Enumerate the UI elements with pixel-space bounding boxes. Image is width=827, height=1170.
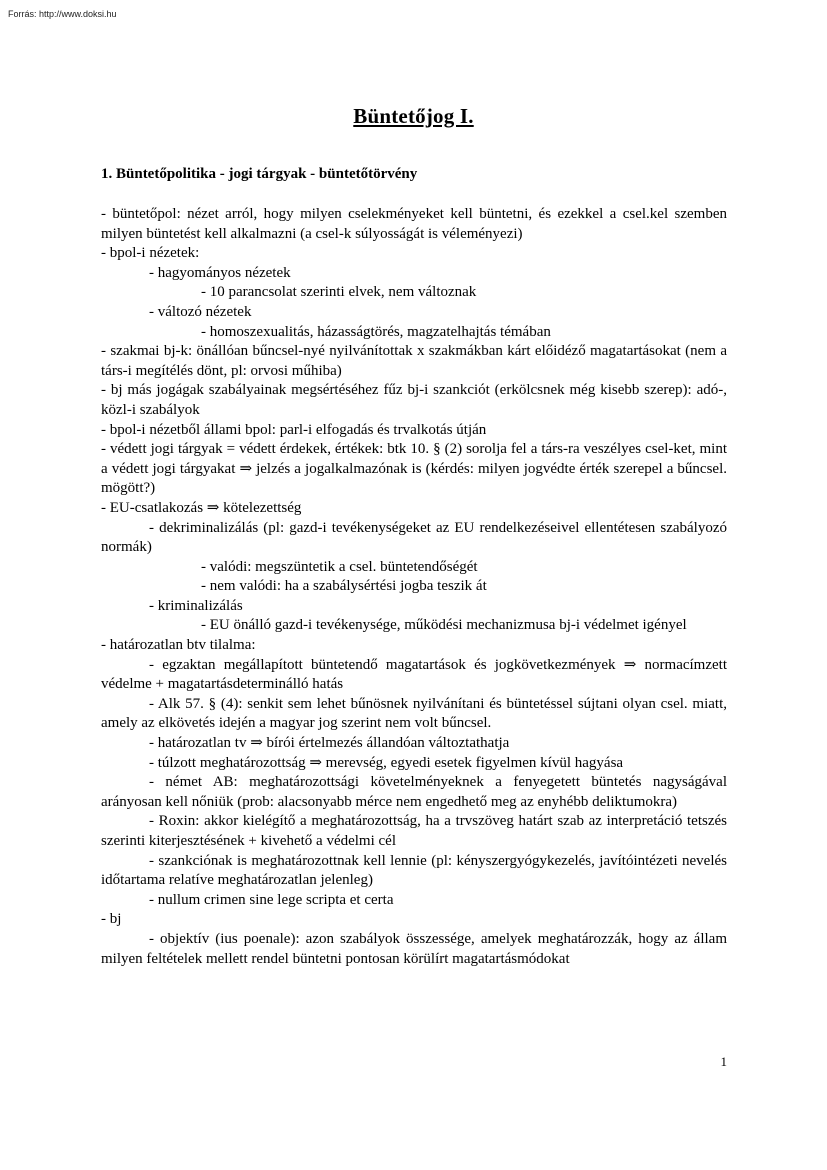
- paragraph: - bpol-i nézetből állami bpol: parl-i elfogadás és trvalkotás útján: [101, 421, 487, 438]
- paragraph: - bj más jogágak szabályainak megsértéséhez fűz bj-i szankciót (erkölcsnek még kisebb szerep): adó-, közl-i szabályok: [101, 382, 727, 418]
- document-title: Büntetőjog I.: [353, 104, 474, 128]
- paragraph: - valódi: megszüntetik a csel. büntetendőségét: [201, 558, 478, 575]
- paragraph: - szankciónak is meghatározottnak kell lennie (pl: kényszergyógykezelés, javítóintézeti nevelés időtartama relatíve meghatározatlan jelenleg): [101, 852, 727, 889]
- paragraph: - büntetőpol: nézet arról, hogy milyen cselekményeket kell büntetni, és ezekkel a csel.kel szemben milyen büntetést kell alkalmazni (a csel-k súlyosságát is véleményezi): [101, 206, 727, 242]
- paragraph: - változó nézetek: [149, 303, 252, 320]
- paragraph: - EU önálló gazd-i tevékenysége, működési mechanizmusa bj-i védelmet igényel: [201, 617, 687, 634]
- paragraph: - védett jogi tárgyak = védett érdekek, értékek: btk 10. § (2) sorolja fel a társ-ra veszélyes csel-ket, mint a védett jogi tárgyakat ⇒ jelzés a jogalkalmazónak is (kérdés: milyen jogvédte érték szerepel a bűncsel. mögött?): [101, 441, 727, 497]
- paragraph: - EU-csatlakozás ⇒ kötelezettség: [101, 499, 302, 516]
- document-body: [101, 205, 727, 969]
- paragraph: - bpol-i nézetek:: [101, 245, 200, 262]
- section-heading: 1. Büntetőpolitika - jogi tárgyak - büntetőtörvény: [101, 166, 418, 182]
- paragraph: - homoszexualitás, házasságtörés, magzatelhajtás témában: [201, 323, 551, 340]
- paragraph: - német AB: meghatározottsági követelményeknek a fenyegetett büntetés nagyságával arányosan kell nőniük (prob: alacsonyabb mérce nem engedhető meg az enyhébb deliktumokra): [101, 774, 727, 810]
- paragraph: - határozatlan tv ⇒ bírói értelmezés állandóan változtathatja: [149, 735, 510, 752]
- page-number: 1: [720, 1054, 727, 1069]
- paragraph: - Roxin: akkor kielégítő a meghatározottság, ha a trvszöveg határt szab az interpretáció tetszés szerinti kiterjesztésének + kivehető a védelmi cél: [101, 813, 727, 849]
- paragraph: - nullum crimen sine lege scripta et certa: [149, 891, 394, 908]
- paragraph: - Alk 57. § (4): senkit sem lehet bűnösnek nyilvánítani és büntetéssel sújtani olyan csel. miatt, amely az elkövetés idején a magyar jog szerint nem volt bűncsel.: [101, 695, 727, 732]
- paragraph: - túlzott meghatározottság ⇒ merevség, egyedi esetek figyelmen kívül hagyása: [149, 754, 624, 771]
- paragraph: - 10 parancsolat szerinti elvek, nem változnak: [201, 284, 477, 301]
- paragraph: - kriminalizálás: [149, 597, 243, 614]
- paragraph: - bj: [101, 911, 122, 928]
- paragraph: - hagyományos nézetek: [149, 264, 291, 281]
- paragraph: - szakmai bj-k: önállóan bűncsel-nyé nyilvánítottak x szakmákban kárt előidéző magatartásokat (nem a társ-i megítélés dönt, pl: orvosi műhiba): [101, 343, 727, 379]
- source-line: Forrás: http://www.doksi.hu: [8, 9, 117, 19]
- paragraph: - határozatlan btv tilalma:: [101, 637, 256, 654]
- paragraph: - nem valódi: ha a szabálysértési jogba teszik át: [201, 578, 487, 595]
- paragraph: - egzaktan megállapított büntetendő magatartások és jogkövetkezmények ⇒ normacímzett védelme + magatartásdeterminálló hatás: [101, 656, 727, 693]
- paragraph: - objektív (ius poenale): azon szabályok összessége, amelyek meghatározzák, hogy az állam milyen feltételek mellett rendel büntetni pontosan körülírt magatartásmódokat: [101, 930, 727, 967]
- paragraph: - dekriminalizálás (pl: gazd-i tevékenységeket az EU rendelkezéseivel ellentétesen szabályozó normák): [101, 519, 727, 556]
